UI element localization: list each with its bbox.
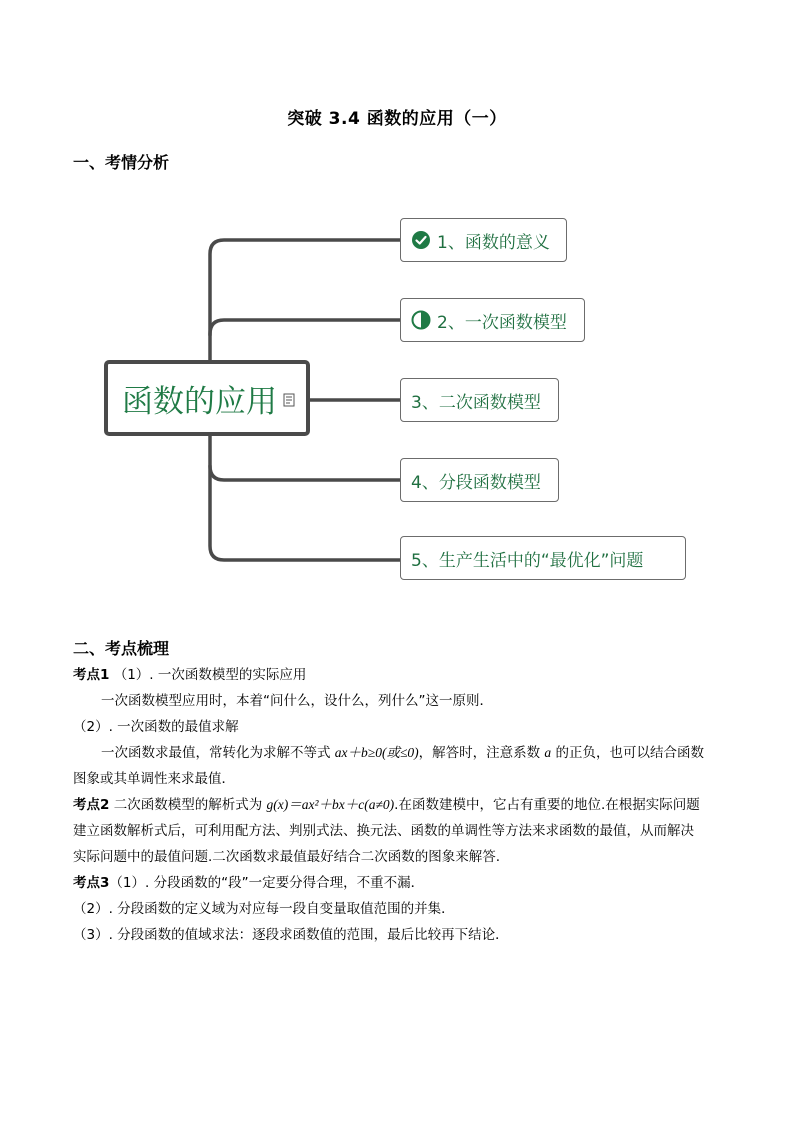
section-heading-analysis: 一、考情分析 [73, 153, 170, 172]
point-3-line-2: （2）. 分段函数的定义域为对应每一段自变量取值范围的并集． [73, 901, 455, 917]
node-label: 1、函数的意义 [437, 232, 550, 253]
connector-node-2 [210, 320, 400, 335]
point-2-line-2: 建立函数解析式后，可利用配方法、判别式法、换元法、函数的单调性等方法来求函数的最值，从而解决 [73, 823, 694, 839]
point-1-description-2: 一次函数求最值，常转化为求解不等式 ax＋b≥0(或≤0)，解答时，注意系数 a 的正负，也可以结合函数 [101, 745, 704, 761]
node-label: 3、二次函数模型 [411, 392, 541, 413]
point-3-line-3: （3）. 分段函数的值域求法：逐段求函数值的范围，最后比较再下结论． [73, 927, 509, 943]
inequality-formula: ax＋b≥0(或≤0) [334, 745, 419, 760]
mindmap-node-1[interactable] [400, 218, 567, 262]
connector-node-1 [210, 240, 400, 360]
point-1-description-2-cont: 图象或其单调性来求最值． [73, 771, 235, 787]
mindmap-node-5[interactable] [400, 536, 686, 580]
quadratic-formula: g(x)＝ax²＋bx＋c(a≠0) [266, 797, 395, 812]
coefficient-var: a [544, 745, 552, 760]
connector-node-4 [210, 436, 400, 480]
point-3-line-1: 考点3（1）. 分段函数的“段”一定要分得合理，不重不漏． [73, 875, 425, 891]
point-2-line-1: 考点2 二次函数模型的解析式为 g(x)＝ax²＋bx＋c(a≠0).在函数建模中，它占有重要的地位.在根据实际问题 [73, 797, 700, 813]
node-label: 2、一次函数模型 [437, 312, 567, 333]
mindmap-node-3[interactable] [400, 378, 559, 422]
mindmap-node-2[interactable] [400, 298, 585, 342]
node-label: 5、生产生活中的“最优化”问题 [411, 550, 644, 571]
point-2-line-3: 实际问题中的最值问题.二次函数求最值最好结合二次函数的图象来解答. [73, 849, 501, 865]
point-1-title: 考点1 （1）. 一次函数模型的实际应用 [73, 667, 307, 683]
page-title: 突破 3.4 函数的应用（一） [287, 109, 507, 129]
point-1-label: 考点1 [73, 667, 110, 683]
section-heading-points: 二、考点梳理 [73, 639, 170, 658]
node-label: 4、分段函数模型 [411, 472, 541, 493]
note-icon[interactable] [283, 393, 295, 407]
point-1-description: 一次函数模型应用时，本着“问什么，设什么，列什么”这一原则． [101, 693, 493, 709]
point-2-label: 考点2 [73, 797, 110, 813]
half-circle-icon [411, 310, 431, 330]
central-topic-label: 函数的应用 [122, 383, 277, 420]
mindmap-central-topic[interactable] [104, 360, 310, 436]
point-3-label: 考点3 [73, 875, 110, 891]
key-points-body [73, 662, 704, 948]
mindmap-node-4[interactable] [400, 458, 559, 502]
point-1-subtitle-2: （2）. 一次函数的最值求解 [73, 719, 239, 735]
check-circle-icon [411, 230, 431, 250]
